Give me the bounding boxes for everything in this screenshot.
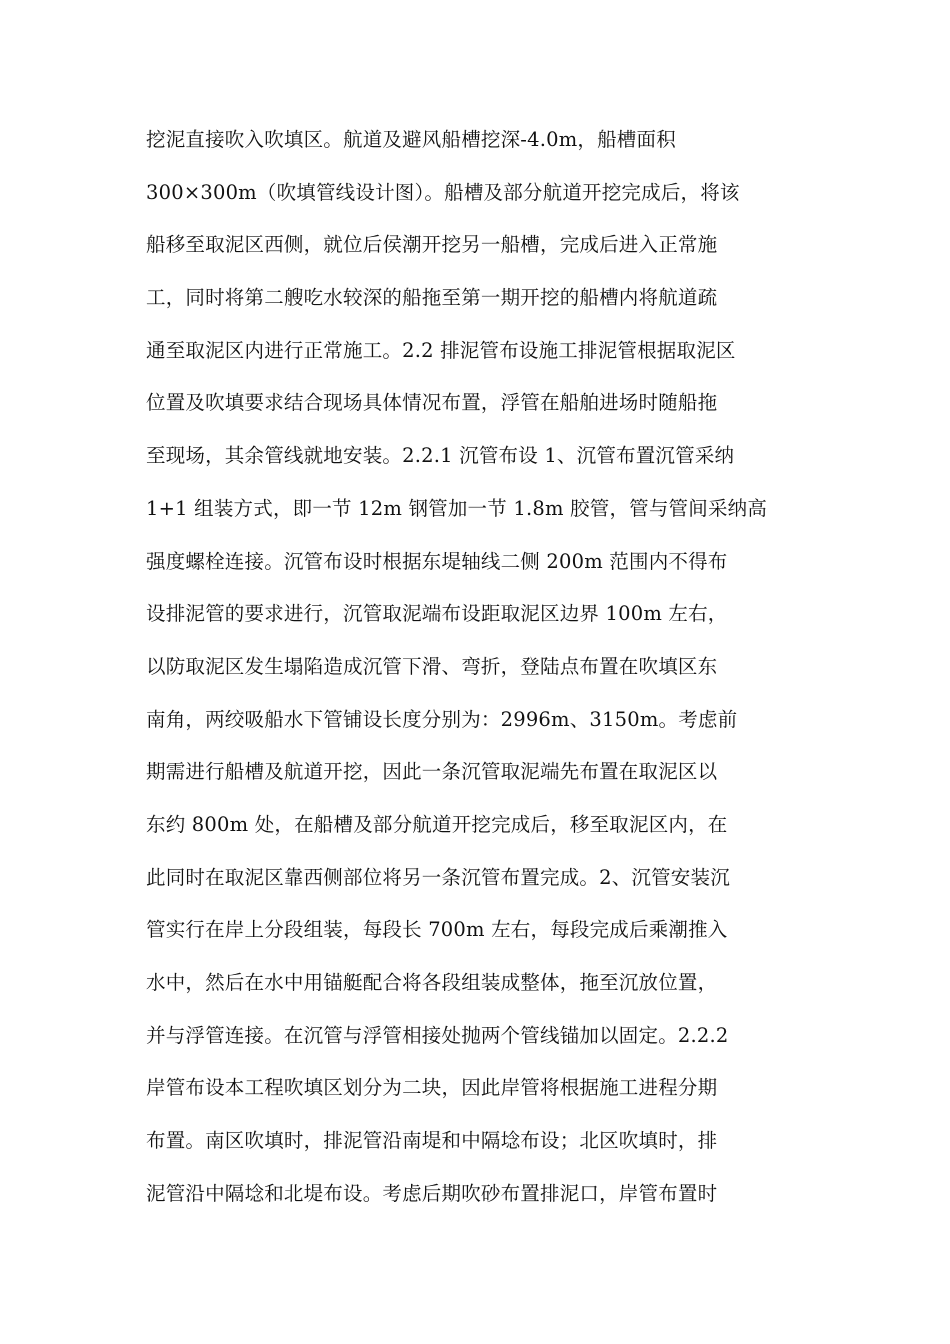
text-line: 期需进行船槽及航道开挖，因此一条沉管取泥端先布置在取泥区以 bbox=[146, 760, 718, 784]
body-text bbox=[146, 114, 811, 1220]
text-line: 通至取泥区内进行正常施工。2.2 排泥管布设施工排泥管根据取泥区 bbox=[146, 338, 736, 362]
text-line: 此同时在取泥区靠西侧部位将另一条沉管布置完成。2、沉管安装沉 bbox=[146, 865, 730, 889]
text-line: 设排泥管的要求进行，沉管取泥端布设距取泥区边界 100m 左右， bbox=[146, 602, 728, 626]
text-line: 管实行在岸上分段组装，每段长 700m 左右，每段完成后乘潮推入 bbox=[146, 918, 728, 942]
text-line: 工，同时将第二艘吃水较深的船拖至第一期开挖的船槽内将航道疏 bbox=[146, 286, 718, 310]
text-line: 1+1 组装方式，即一节 12m 钢管加一节 1.8m 胶管，管与管间采纳高 bbox=[146, 496, 768, 520]
text-line: 水中，然后在水中用锚艇配合将各段组装成整体，拖至沉放位置， bbox=[146, 971, 718, 994]
text-line: 东约 800m 处，在船槽及部分航道开挖完成后，移至取泥区内，在 bbox=[146, 812, 728, 836]
text-line: 至现场，其余管线就地安装。2.2.1 沉管布设 1、沉管布置沉管采纳 bbox=[146, 444, 735, 468]
text-line: 布置。南区吹填时，排泥管沿南堤和中隔埝布设；北区吹填时，排 bbox=[146, 1129, 718, 1153]
text-line: 300×300m（吹填管线设计图）。船槽及部分航道开挖完成后，将该 bbox=[146, 180, 740, 204]
text-line: 位置及吹填要求结合现场具体情况布置，浮管在船舶进场时随船拖 bbox=[146, 391, 718, 415]
text-line: 强度螺栓连接。沉管布设时根据东堤轴线二侧 200m 范围内不得布 bbox=[146, 549, 728, 573]
text-line: 岸管布设本工程吹填区划分为二块，因此岸管将根据施工进程分期 bbox=[146, 1076, 718, 1100]
text-line: 并与浮管连接。在沉管与浮管相接处抛两个管线锚加以固定。2.2.2 bbox=[146, 1023, 729, 1047]
text-line: 挖泥直接吹入吹填区。航道及避风船槽挖深-4.0m，船槽面积 bbox=[146, 128, 676, 151]
text-line: 泥管沿中隔埝和北堤布设。考虑后期吹砂布置排泥口，岸管布置时 bbox=[146, 1181, 718, 1205]
text-line: 以防取泥区发生塌陷造成沉管下滑、弯折，登陆点布置在吹填区东 bbox=[146, 654, 718, 678]
text-line: 南角，两绞吸船水下管铺设长度分别为：2996m、3150m。考虑前 bbox=[146, 707, 738, 731]
text-line: 船移至取泥区西侧，就位后侯潮开挖另一船槽，完成后进入正常施 bbox=[146, 233, 718, 257]
